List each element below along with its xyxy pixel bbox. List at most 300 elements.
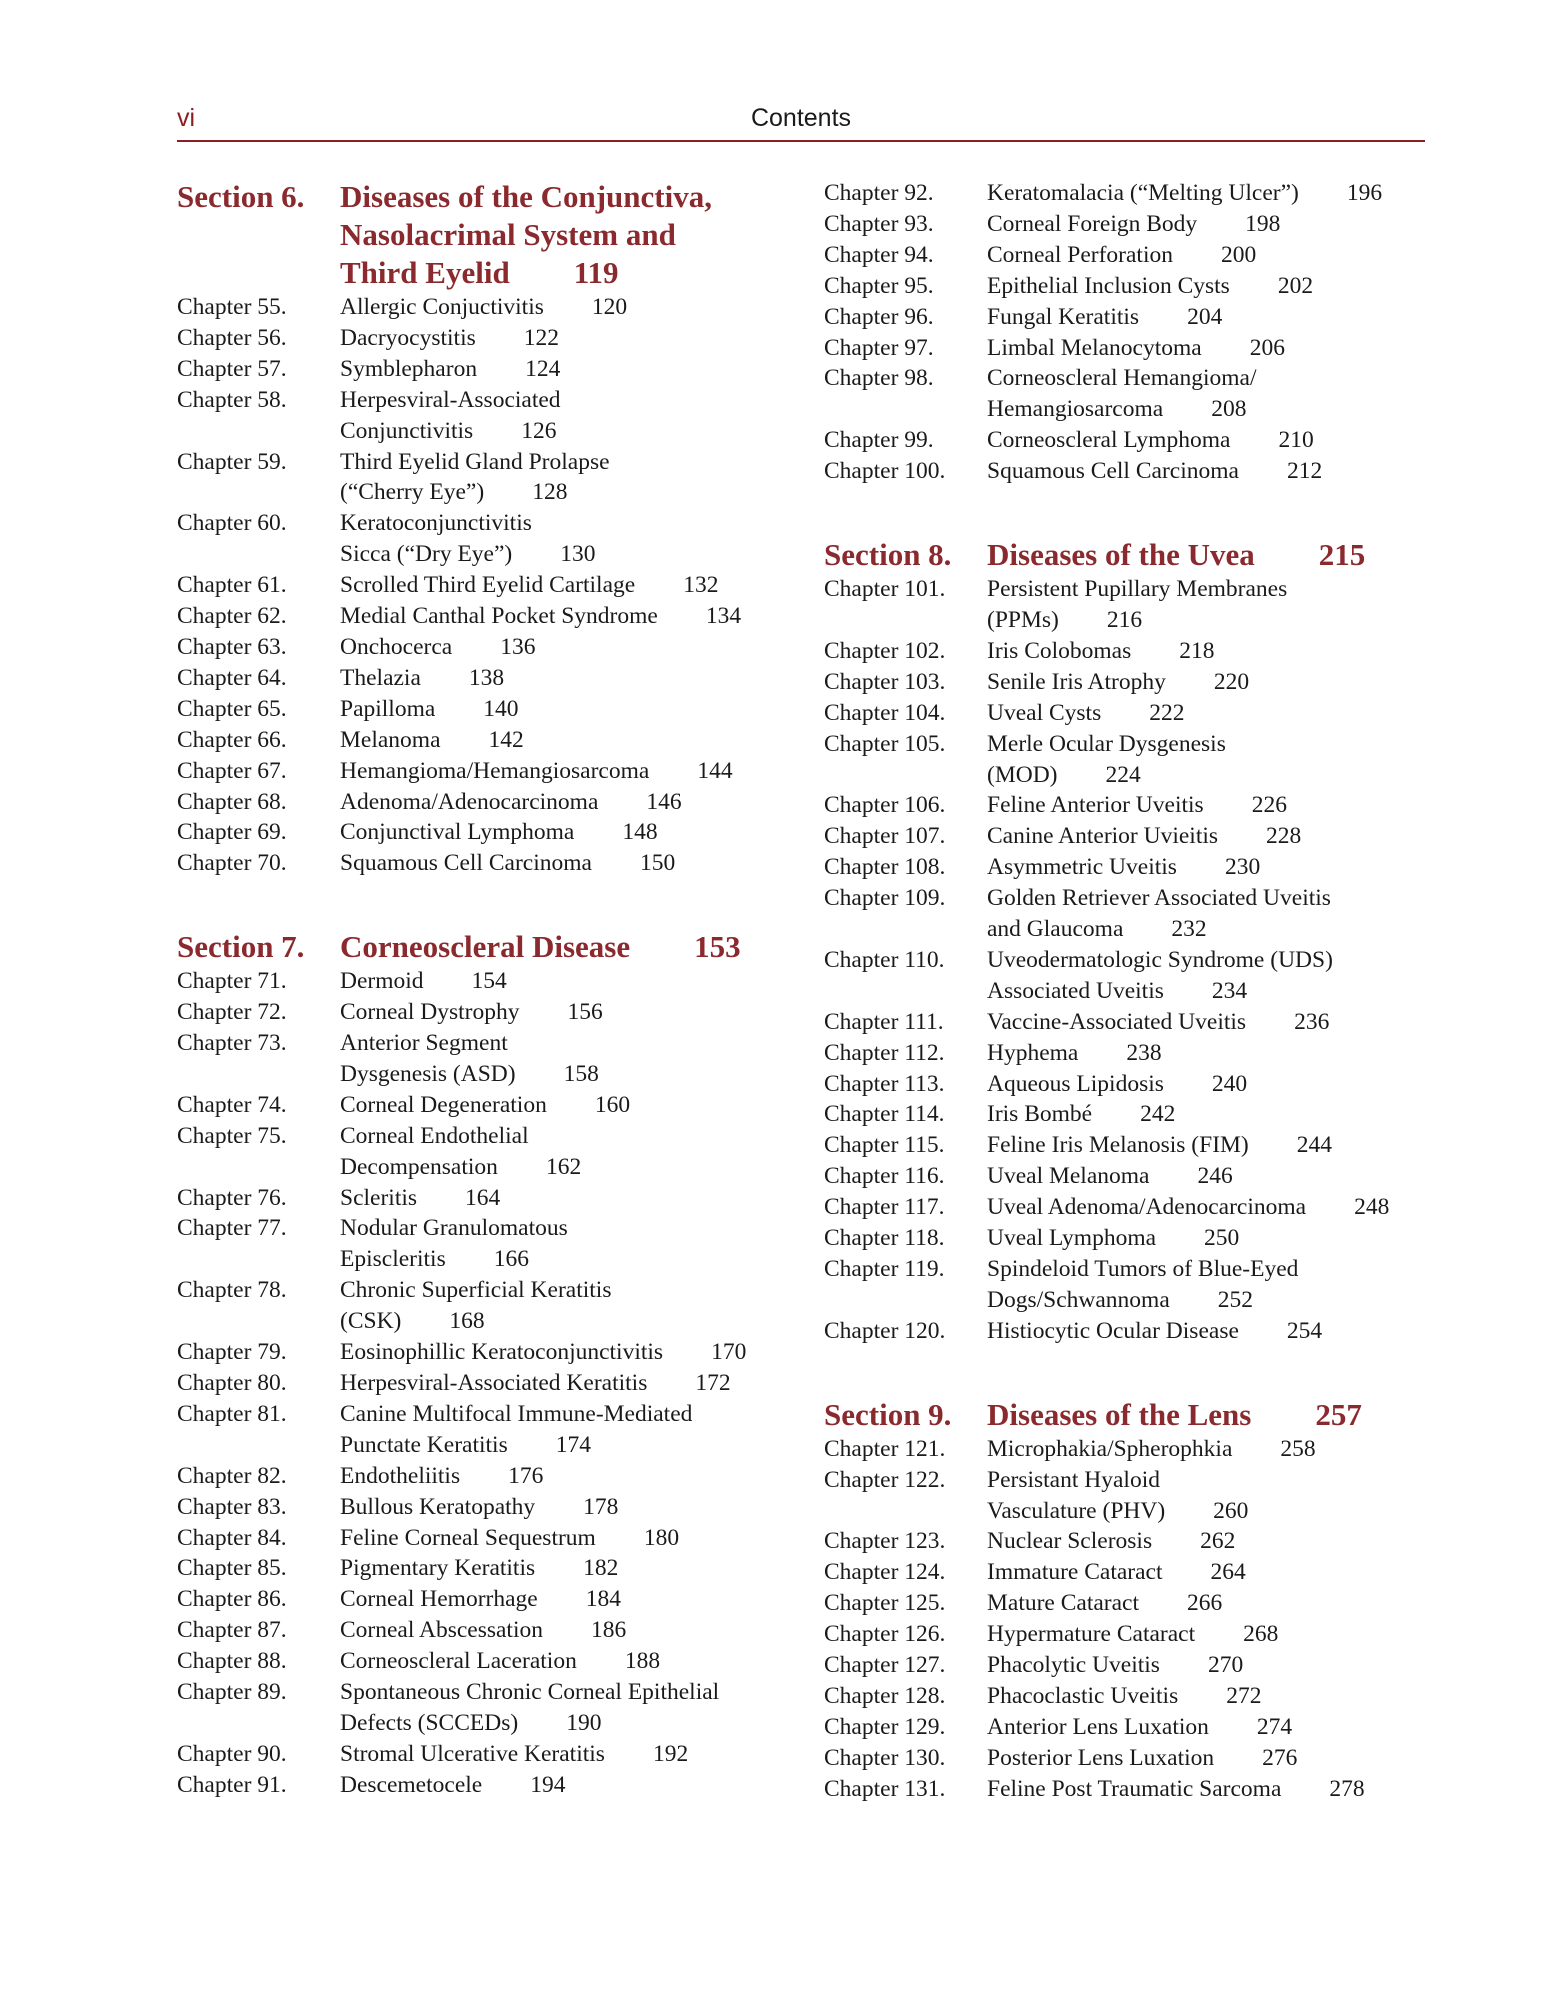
chapter-title-text: Third Eyelid Gland Prolapse: [340, 448, 610, 475]
chapter-label: Chapter 58.: [177, 386, 287, 413]
chapter-title-line: [987, 945, 1444, 976]
chapter-label: Chapter 119.: [824, 1256, 945, 1282]
chapter-title-line: [987, 1557, 1444, 1588]
chapter-page-number: 228: [1266, 823, 1302, 850]
chapter-entry[interactable]: [177, 508, 797, 570]
chapter-title-line: [340, 447, 797, 478]
chapter-title: [987, 456, 1444, 487]
chapter-title-line: [987, 1681, 1444, 1712]
chapter-title-line: [987, 821, 1444, 852]
chapter-label: Chapter 85.: [177, 1555, 287, 1582]
chapter-entry[interactable]: [824, 425, 1444, 456]
chapter-title: [987, 1743, 1444, 1774]
chapter-label: Chapter 93.: [824, 210, 934, 237]
chapter-title-line: [987, 883, 1444, 914]
chapter-title: [987, 1774, 1444, 1805]
chapter-label: Chapter 76.: [177, 1184, 287, 1211]
chapter-title-text: Feline Iris Melanosis (FIM): [987, 1132, 1249, 1159]
chapter-label: Chapter 125.: [824, 1590, 946, 1617]
chapter-title: [987, 1130, 1444, 1161]
chapter-label: Chapter 103.: [824, 668, 946, 695]
chapter-page-number: 144: [697, 757, 733, 784]
chapter-entry[interactable]: [824, 1316, 1444, 1347]
section-title-line: [987, 536, 1444, 574]
chapter-title-line: [987, 574, 1444, 605]
chapter-page-number: 202: [1277, 272, 1314, 299]
chapter-title: [987, 1099, 1444, 1130]
chapter-title-line: [340, 725, 797, 756]
chapter-entry[interactable]: [824, 209, 1444, 240]
chapter-page-number: 142: [488, 726, 524, 753]
chapter-title-text: Keratoconjunctivitis: [340, 510, 532, 537]
chapter-page-number: 168: [449, 1308, 485, 1335]
chapter-title-text: Uveal Cysts: [987, 699, 1102, 726]
chapter-label: Chapter 110.: [824, 946, 945, 973]
chapter-title: [987, 209, 1444, 240]
chapter-label: Chapter 69.: [177, 819, 287, 846]
chapter-title-line: [340, 539, 797, 570]
chapter-title-text: Fungal Keratitis: [987, 303, 1140, 330]
chapter-entry[interactable]: [177, 997, 797, 1028]
section-heading[interactable]: [824, 536, 1444, 574]
chapter-title: [987, 1069, 1444, 1100]
toc-column-right: [824, 178, 1444, 1805]
chapter-entry[interactable]: [177, 1615, 797, 1646]
chapter-label: Chapter 71.: [177, 968, 287, 995]
chapter-entry[interactable]: [177, 1275, 797, 1337]
section-spacer: [824, 487, 1444, 536]
chapter-entry[interactable]: [177, 694, 797, 725]
chapter-label: Chapter 124.: [824, 1559, 946, 1586]
chapter-entry[interactable]: [177, 1677, 797, 1739]
chapter-title-text: Nodular Granulomatous: [340, 1215, 568, 1242]
chapter-entry[interactable]: [824, 1465, 1444, 1527]
chapter-entry[interactable]: [824, 1130, 1444, 1161]
chapter-title-line: [340, 416, 797, 447]
chapter-title-text: Nuclear Sclerosis: [987, 1528, 1153, 1555]
chapter-entry[interactable]: [177, 787, 797, 818]
section-title-text: Diseases of the Lens: [987, 1396, 1252, 1432]
chapter-title-line: [987, 302, 1444, 333]
chapter-entry[interactable]: [824, 1774, 1444, 1805]
section-spacer: [824, 1347, 1444, 1396]
chapter-entry[interactable]: [824, 178, 1444, 209]
chapter-entry[interactable]: [824, 1007, 1444, 1038]
chapter-title: [987, 1007, 1444, 1038]
chapter-entry[interactable]: [177, 1028, 797, 1090]
chapter-entry[interactable]: [824, 333, 1444, 364]
chapter-title-text: Canine Anterior Uvieitis: [987, 823, 1219, 850]
chapter-title: [987, 1192, 1444, 1223]
chapter-title: [987, 1588, 1444, 1619]
chapter-title: [340, 725, 797, 756]
chapter-title-text: Posterior Lens Luxation: [987, 1744, 1215, 1771]
chapter-title-line: [340, 1399, 797, 1430]
chapter-title: [987, 945, 1444, 1007]
chapter-title-line: [340, 1770, 797, 1801]
chapter-title-line: [987, 1192, 1444, 1223]
chapter-entry[interactable]: [177, 1523, 797, 1554]
chapter-title-text: Punctate Keratitis: [340, 1431, 508, 1458]
chapter-title-line: [987, 976, 1444, 1007]
chapter-page-number: 182: [583, 1555, 619, 1582]
chapter-title: [987, 1434, 1444, 1465]
toc-section-block: [824, 1396, 1444, 1805]
chapter-page-number: 220: [1213, 668, 1250, 695]
chapter-entry[interactable]: [824, 1681, 1444, 1712]
chapter-title: [340, 1770, 797, 1801]
chapter-page-number: 134: [705, 603, 742, 630]
chapter-entry[interactable]: [177, 848, 797, 879]
chapter-label: Chapter 120.: [824, 1317, 946, 1344]
chapter-page-number: 174: [555, 1431, 591, 1458]
chapter-label: Chapter 112.: [824, 1039, 945, 1066]
chapter-title-line: [340, 1059, 797, 1090]
chapter-page-number: 254: [1286, 1317, 1323, 1344]
chapter-page-number: 224: [1105, 761, 1141, 788]
section-heading[interactable]: [177, 928, 797, 966]
chapter-title-line: [340, 1584, 797, 1615]
chapter-page-number: 270: [1207, 1652, 1244, 1679]
chapter-title-line: [987, 209, 1444, 240]
chapter-entry[interactable]: [177, 1553, 797, 1584]
chapter-title-text: Adenoma/Adenocarcinoma: [340, 788, 599, 815]
chapter-entry[interactable]: [824, 363, 1444, 425]
chapter-page-number: 156: [567, 999, 603, 1026]
chapter-entry[interactable]: [177, 1492, 797, 1523]
chapter-title: [340, 1646, 797, 1677]
chapter-title-text: Descemetocele: [340, 1771, 483, 1798]
chapter-title-line: [987, 1712, 1444, 1743]
chapter-page-number: 192: [652, 1740, 689, 1767]
chapter-label: Chapter 59.: [177, 448, 287, 475]
chapter-title-text: (“Cherry Eye”): [340, 479, 485, 506]
chapter-title-text: Feline Corneal Sequestrum: [340, 1524, 596, 1551]
toc-column-left: [177, 178, 797, 1801]
chapter-entry[interactable]: [177, 1090, 797, 1121]
chapter-entry[interactable]: [177, 1646, 797, 1677]
chapter-title-text: Symblepharon: [340, 355, 478, 382]
chapter-page-number: 188: [624, 1648, 661, 1675]
chapter-entry[interactable]: [824, 1526, 1444, 1557]
chapter-title: [987, 271, 1444, 302]
chapter-title-line: [340, 1708, 797, 1739]
chapter-title-line: [987, 729, 1444, 760]
chapter-page-number: 196: [1346, 180, 1383, 206]
chapter-entry[interactable]: [824, 271, 1444, 302]
chapter-label: Chapter 97.: [824, 334, 934, 361]
chapter-title: [340, 1584, 797, 1615]
chapter-entry[interactable]: [824, 1650, 1444, 1681]
chapter-title-text: Canine Multifocal Immune-Mediated: [340, 1400, 693, 1427]
chapter-title-text: Stromal Ulcerative Keratitis: [340, 1740, 605, 1767]
chapter-title-text: Iris Bombé: [987, 1101, 1093, 1128]
chapter-entry[interactable]: [824, 883, 1444, 945]
chapter-page-number: 190: [566, 1709, 602, 1736]
section-label: Section 8.: [824, 537, 952, 573]
section-title-text: Corneoscleral Disease: [340, 929, 631, 965]
chapter-entry[interactable]: [824, 1619, 1444, 1650]
chapter-title: [340, 966, 797, 997]
chapter-label: Chapter 70.: [177, 850, 287, 877]
chapter-entry[interactable]: [177, 601, 797, 632]
chapter-page-number: 132: [683, 572, 719, 599]
chapter-entry[interactable]: [177, 354, 797, 385]
chapter-label: Chapter 98.: [824, 365, 934, 392]
chapter-title-text: Limbal Melanocytoma: [987, 334, 1202, 361]
chapter-page-number: 154: [471, 968, 507, 995]
chapter-title-text: Dogs/Schwannoma: [987, 1286, 1170, 1313]
chapter-title: [340, 787, 797, 818]
chapter-title-text: Corneal Endothelial: [340, 1122, 529, 1149]
chapter-entry[interactable]: [824, 790, 1444, 821]
toc-section-block: [177, 178, 797, 879]
chapter-entry[interactable]: [824, 1099, 1444, 1130]
chapter-title-text: Squamous Cell Carcinoma: [340, 850, 592, 877]
chapter-page-number: 162: [545, 1153, 582, 1180]
chapter-entry[interactable]: [824, 1588, 1444, 1619]
chapter-title-text: Corneal Foreign Body: [987, 210, 1198, 237]
chapter-entry[interactable]: [177, 1183, 797, 1214]
chapter-entry[interactable]: [824, 1712, 1444, 1743]
chapter-title: [987, 1161, 1444, 1192]
chapter-title-text: Scleritis: [340, 1184, 418, 1211]
chapter-page-number: 246: [1197, 1163, 1233, 1190]
chapter-entry[interactable]: [824, 1069, 1444, 1100]
chapter-title-text: (MOD): [987, 761, 1058, 788]
chapter-title-line: [340, 663, 797, 694]
chapter-entry[interactable]: [177, 1770, 797, 1801]
section-label: Section 7.: [177, 929, 305, 965]
chapter-entry[interactable]: [177, 1337, 797, 1368]
chapter-label: Chapter 65.: [177, 695, 287, 722]
chapter-title: [340, 508, 797, 570]
chapter-page-number: 200: [1220, 241, 1257, 268]
chapter-title-text: Hemangiosarcoma: [987, 396, 1164, 423]
chapter-page-number: 150: [639, 850, 676, 877]
chapter-title-text: Uveodermatologic Syndrome (UDS): [987, 946, 1333, 973]
chapter-entry[interactable]: [824, 1254, 1444, 1316]
chapter-entry[interactable]: [177, 447, 797, 509]
chapter-entry[interactable]: [824, 1192, 1444, 1223]
chapter-entry[interactable]: [824, 240, 1444, 271]
chapter-title-text: Onchocerca: [340, 633, 453, 660]
chapter-label: Chapter 79.: [177, 1339, 287, 1366]
chapter-label: Chapter 68.: [177, 788, 287, 815]
chapter-title: [987, 698, 1444, 729]
chapter-title-line: [340, 1090, 797, 1121]
chapter-label: Chapter 99.: [824, 427, 934, 454]
chapter-title: [340, 817, 797, 848]
chapter-title-text: Feline Post Traumatic Sarcoma: [987, 1775, 1282, 1802]
chapter-title: [340, 997, 797, 1028]
chapter-title: [340, 1121, 797, 1183]
chapter-entry[interactable]: [824, 1557, 1444, 1588]
chapter-page-number: 184: [585, 1586, 621, 1613]
chapter-title-line: [340, 787, 797, 818]
chapter-title: [987, 636, 1444, 667]
chapter-title-text: Eosinophillic Keratoconjunctivitis: [340, 1339, 664, 1366]
chapter-entry[interactable]: [177, 817, 797, 848]
chapter-title-line: [987, 852, 1444, 883]
chapter-title-line: [340, 1492, 797, 1523]
chapter-label: Chapter 118.: [824, 1225, 945, 1252]
chapter-label: Chapter 80.: [177, 1370, 287, 1396]
chapter-title: [987, 790, 1444, 821]
chapter-label: Chapter 74.: [177, 1091, 287, 1118]
chapter-title-text: Hemangioma/Hemangiosarcoma: [340, 757, 650, 784]
chapter-label: Chapter 84.: [177, 1524, 287, 1551]
chapter-page-number: 236: [1294, 1008, 1330, 1035]
chapter-page-number: 258: [1280, 1435, 1316, 1462]
chapter-title-text: Defects (SCCEDs): [340, 1709, 519, 1736]
section-page-number: 215: [1318, 537, 1366, 573]
chapter-entry[interactable]: [824, 636, 1444, 667]
chapter-title-text: Iris Colobomas: [987, 637, 1132, 664]
chapter-title-line: [987, 1099, 1444, 1130]
chapter-title-text: Asymmetric Uveitis: [987, 854, 1177, 881]
chapter-title-text: Episcleritis: [340, 1246, 446, 1273]
chapter-title-line: [340, 1306, 797, 1337]
chapter-label: Chapter 113.: [824, 1070, 945, 1097]
chapter-entry[interactable]: [177, 385, 797, 447]
chapter-label: Chapter 126.: [824, 1621, 946, 1648]
chapter-title-text: Scrolled Third Eyelid Cartilage: [340, 572, 636, 599]
chapter-title: [987, 574, 1444, 636]
chapter-entry[interactable]: [824, 1743, 1444, 1774]
chapter-label: Chapter 107.: [824, 823, 946, 850]
chapter-page-number: 158: [563, 1060, 599, 1087]
section-label: Section 9.: [824, 1396, 952, 1432]
chapter-title-line: [340, 385, 797, 416]
chapter-title-line: [340, 1275, 797, 1306]
chapter-title-text: Chronic Superficial Keratitis: [340, 1277, 612, 1304]
chapter-page-number: 226: [1251, 792, 1287, 819]
chapter-entry[interactable]: [824, 1434, 1444, 1465]
chapter-title-line: [987, 667, 1444, 698]
chapter-page-number: 230: [1224, 854, 1261, 881]
chapter-page-number: 222: [1149, 699, 1185, 726]
chapter-title-line: [340, 1646, 797, 1677]
chapter-entry[interactable]: [824, 667, 1444, 698]
chapter-entry[interactable]: [824, 729, 1444, 791]
chapter-title: [987, 1557, 1444, 1588]
running-header-title: Contents: [750, 104, 852, 132]
chapter-title-line: [987, 605, 1444, 636]
chapter-entry[interactable]: [824, 945, 1444, 1007]
chapter-entry[interactable]: [824, 698, 1444, 729]
chapter-entry[interactable]: [177, 1121, 797, 1183]
chapter-title-line: [987, 636, 1444, 667]
chapter-title-text: Dysgenesis (ASD): [340, 1060, 516, 1087]
chapter-title-line: [340, 632, 797, 663]
section-title-line: [340, 928, 797, 966]
chapter-title-line: [340, 1152, 797, 1183]
chapter-title: [987, 363, 1444, 425]
chapter-title: [987, 1681, 1444, 1712]
chapter-title-line: [987, 1038, 1444, 1069]
chapter-title-line: [987, 178, 1444, 209]
chapter-title-text: (CSK): [340, 1308, 402, 1335]
chapter-entry[interactable]: [177, 292, 797, 323]
chapter-title: [987, 1712, 1444, 1743]
chapter-title: [987, 425, 1444, 456]
chapter-label: Chapter 104.: [824, 699, 946, 726]
chapter-entry[interactable]: [177, 1461, 797, 1492]
chapter-label: Chapter 109.: [824, 885, 946, 912]
chapter-entry[interactable]: [824, 1038, 1444, 1069]
chapter-entry[interactable]: [177, 1739, 797, 1770]
chapter-entry[interactable]: [824, 456, 1444, 487]
chapter-entry[interactable]: [824, 852, 1444, 883]
chapter-entry[interactable]: [177, 1399, 797, 1461]
chapter-label: Chapter 77.: [177, 1215, 287, 1242]
chapter-label: Chapter 67.: [177, 757, 287, 784]
chapter-title-line: [340, 1553, 797, 1584]
chapter-page-number: 160: [594, 1091, 631, 1118]
chapter-title-text: Corneal Abscessation: [340, 1617, 543, 1644]
chapter-title: [987, 1650, 1444, 1681]
section-title-text: Nasolacrimal System and: [340, 217, 676, 252]
chapter-title-line: [987, 790, 1444, 821]
chapter-label: Chapter 75.: [177, 1122, 287, 1149]
chapter-title-text: Associated Uveitis: [987, 977, 1164, 1004]
chapter-entry[interactable]: [177, 1584, 797, 1615]
chapter-entry[interactable]: [824, 574, 1444, 636]
chapter-page-number: 122: [523, 324, 559, 351]
chapter-entry[interactable]: [824, 1161, 1444, 1192]
chapter-entry[interactable]: [824, 1223, 1444, 1254]
chapter-entry[interactable]: [177, 1213, 797, 1275]
section-title-text: Third Eyelid: [340, 255, 510, 290]
chapter-title-text: Squamous Cell Carcinoma: [987, 458, 1239, 485]
chapter-entry[interactable]: [824, 302, 1444, 333]
chapter-page-number: 268: [1243, 1621, 1279, 1648]
chapter-entry[interactable]: [177, 1368, 797, 1399]
section-heading[interactable]: [177, 178, 797, 292]
chapter-title-line: [987, 1130, 1444, 1161]
chapter-entry[interactable]: [177, 570, 797, 601]
chapter-entry[interactable]: [177, 632, 797, 663]
section-heading[interactable]: [824, 1396, 1444, 1434]
chapter-title-text: Corneoscleral Lymphoma: [987, 427, 1231, 454]
chapter-title-text: Merle Ocular Dysgenesis: [987, 730, 1226, 757]
chapter-page-number: 148: [622, 819, 658, 846]
chapter-title-text: Conjunctivitis: [340, 417, 474, 444]
chapter-entry[interactable]: [177, 966, 797, 997]
chapter-entry[interactable]: [177, 663, 797, 694]
chapter-label: Chapter 130.: [824, 1744, 946, 1771]
chapter-entry[interactable]: [824, 821, 1444, 852]
chapter-entry[interactable]: [177, 323, 797, 354]
chapter-label: Chapter 60.: [177, 510, 287, 537]
chapter-page-number: 130: [560, 541, 596, 568]
chapter-title-text: Hypermature Cataract: [987, 1621, 1196, 1648]
chapter-label: Chapter 72.: [177, 999, 287, 1026]
chapter-title-line: [987, 1223, 1444, 1254]
chapter-entry[interactable]: [177, 756, 797, 787]
chapter-title-text: Spindeloid Tumors of Blue-Eyed: [987, 1256, 1299, 1282]
chapter-label: Chapter 83.: [177, 1493, 287, 1520]
section-title: [340, 178, 797, 292]
chapter-title-line: [987, 698, 1444, 729]
chapter-title: [987, 1526, 1444, 1557]
section-title: [987, 1396, 1444, 1434]
section-title: [340, 928, 797, 966]
chapter-title: [340, 1615, 797, 1646]
chapter-title: [340, 1739, 797, 1770]
chapter-entry[interactable]: [177, 725, 797, 756]
